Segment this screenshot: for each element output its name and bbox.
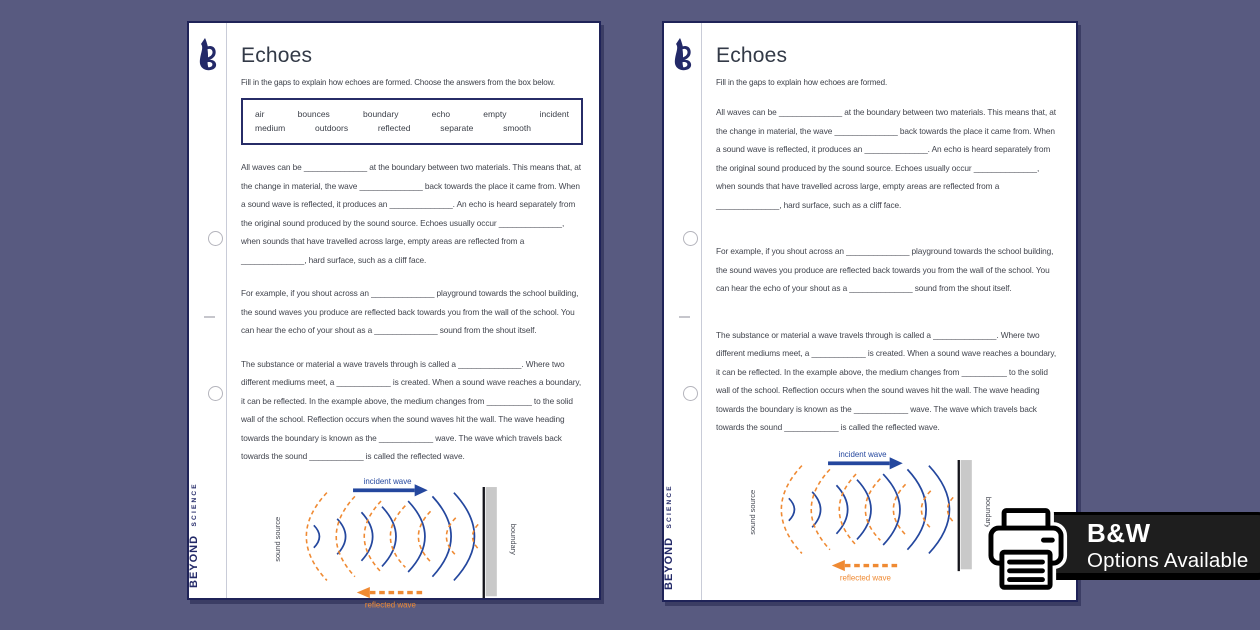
word-bank-word: echo [431,109,451,119]
sound-source-label: sound source [748,489,758,535]
word-bank-word: outdoors [315,123,349,133]
instructions-text: Fill in the gaps to explain how echoes are formed. [716,78,888,87]
word-bank-word: empty [483,109,507,119]
word-bank-box [241,98,583,145]
instructions-text: Fill in the gaps to explain how echoes are formed. Choose the answers from the box below. [241,78,555,87]
worksheet-page-with-word-bank [187,21,601,609]
center-mark [679,316,690,318]
echo-wave-diagram [269,474,551,614]
reflected-arrow [832,559,899,570]
reflected-arrow [357,586,424,597]
punch-hole [683,386,698,401]
badge-subtitle: Options Available [1087,549,1249,572]
brand-vertical-text [659,484,677,590]
gap-fill-paragraph: For example, if you shout across an ______________ playground towards the school building, the sound waves you produce are reflected back towards you from the wall of the school. You can hear the echo of your shout as a ______________ sound from the shout itself. [716,246,1054,293]
boundary-label: boundary [508,523,518,555]
punch-hole [208,386,223,401]
incident-wavefronts [789,465,950,553]
sound-source-label: sound source [273,516,283,562]
word-bank-word: separate [440,123,474,133]
center-mark [204,316,215,318]
beyond-logo-icon [671,36,695,72]
page-title: Echoes [716,44,788,67]
word-bank-row [255,121,569,135]
brand-name: BEYOND [188,534,200,588]
beyond-logo-icon [196,36,220,72]
page-side-strip [664,23,702,600]
brand-subname: SCIENCE [666,484,673,529]
boundary-label: boundary [983,496,993,528]
reflected-wave-label: reflected wave [839,572,891,582]
badge-title: B&W [1087,518,1151,548]
gap-fill-paragraph: All waves can be ______________ at the boundary between two materials. This means that, at the change in material, the wave ______________ back towards the place it came from. When a sound wave is reflected, it produces an ______________. An echo is heard separately from the original sound produced by the sound source. Echoes usually occur ______________, when sounds that have travelled across large, empty areas are reflected from a ______________, hard surface, such as a cliff face. [716,107,1057,210]
word-bank-word: air [255,109,265,119]
reflected-wavefronts [781,465,953,553]
punch-hole [683,231,698,246]
boundary-wall [961,460,972,569]
page-title: Echoes [241,44,313,67]
gap-fill-paragraph: For example, if you shout across an ______________ playground towards the school building, the sound waves you produce are reflected back towards you from the wall of the school. You can hear the echo of your shout as a ______________ sound from the shout itself. [241,288,579,335]
word-bank-word: reflected [377,123,411,133]
gap-fill-paragraph: The substance or material a wave travels through is called a ______________. Where two different mediums meet, a ____________ is created. When a sound wave reaches a boundary, it can be reflected. In the example above, the medium changes from __________ to the solid wall of the school. Reflection occurs when the sound waves hit the wall. The wave heading towards the boundary is known as the ____________ wave. The wave which travels back towards the sound ____________ is called the reflected wave. [716,329,1057,432]
gap-fill-paragraph: The substance or material a wave travels through is called a ______________. Where two different mediums meet, a ____________ is created. When a sound wave reaches a boundary, it can be reflected. In the example above, the medium changes from __________ to the solid wall of the school. Reflection occurs when the sound waves hit the wall. The wave heading towards the boundary is known as the ____________ wave. The wave which travels back towards the sound ____________ is called the reflected wave. [241,358,582,461]
punch-hole [208,231,223,246]
word-bank-word: incident [539,109,569,119]
word-bank-word: medium [255,123,286,133]
incident-wave-label: incident wave [838,449,887,459]
word-bank-row [255,107,569,121]
brand-subname: SCIENCE [191,482,198,527]
brand-name: BEYOND [663,536,675,590]
reflected-wave-label: reflected wave [364,599,416,609]
incident-wavefronts [314,492,475,580]
boundary-wall [486,487,497,596]
brand-vertical-text [184,482,202,588]
reflected-wavefronts [306,492,478,580]
word-bank-word: bounces [297,109,330,119]
incident-wave-label: incident wave [363,476,412,486]
word-bank-word: smooth [503,123,531,133]
word-bank-word: boundary [363,109,399,119]
page-side-strip [189,23,227,598]
printer-icon [981,504,1071,596]
gap-fill-paragraph: All waves can be ______________ at the boundary between two materials. This means that, at the change in material, the wave ______________ back towards the place it came from. When a sound wave is reflected, it produces an ______________. An echo is heard separately from the original sound produced by the sound source. Echoes usually occur ______________, when sounds that have travelled across large, empty areas are reflected from a ______________, hard surface, such as a cliff face. [241,162,582,265]
